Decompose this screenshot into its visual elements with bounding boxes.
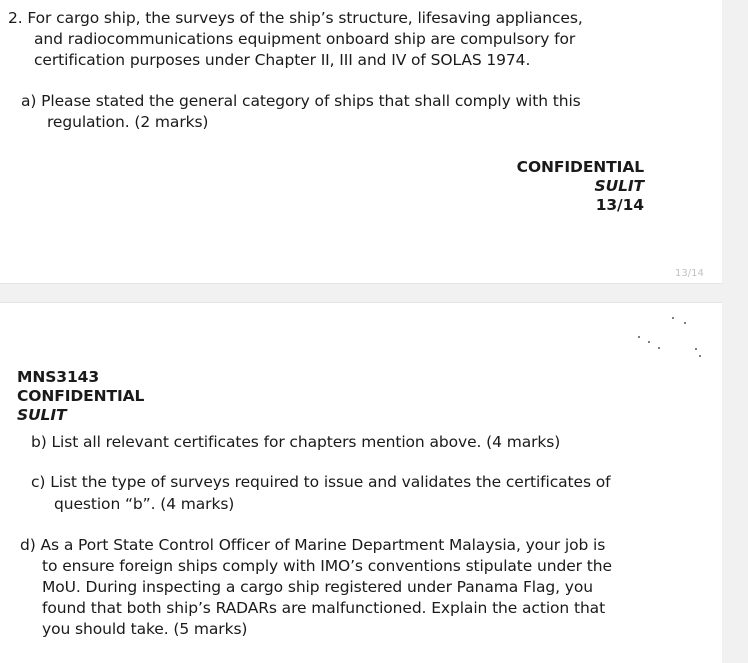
footer-confidential: CONFIDENTIAL — [516, 158, 644, 176]
question-d-line-5: you should take. (5 marks) — [42, 620, 248, 638]
scan-mark — [672, 317, 674, 319]
question-d-line-3: MoU. During inspecting a cargo ship registered under Panama Flag, you — [42, 578, 593, 596]
document-page-13 — [0, 0, 722, 284]
header-sulit: SULIT — [17, 406, 67, 424]
scan-mark — [648, 341, 650, 343]
page-indicator: 13/14 — [675, 268, 704, 279]
scan-mark — [638, 336, 640, 338]
question-d-line-1: d) As a Port State Control Officer of Marine Department Malaysia, your job is — [20, 536, 606, 554]
question-b-line-1: b) List all relevant certificates for chapters mention above. (4 marks) — [31, 433, 561, 451]
question-2-line-1: 2. For cargo ship, the surveys of the ship’s structure, lifesaving appliances, — [8, 9, 583, 27]
scan-mark — [658, 347, 660, 349]
header-confidential: CONFIDENTIAL — [17, 387, 145, 405]
scan-mark — [684, 322, 686, 324]
question-d-line-4: found that both ship’s RADARs are malfunctioned. Explain the action that — [42, 599, 606, 617]
question-2-line-3: certification purposes under Chapter II, III and IV of SOLAS 1974. — [34, 51, 531, 69]
scan-mark — [695, 348, 697, 350]
question-c-line-1: c) List the type of surveys required to issue and validates the certificates of — [31, 473, 611, 491]
document-page-14 — [0, 302, 722, 663]
question-2-line-2: and radiocommunications equipment onboard ship are compulsory for — [34, 30, 576, 48]
question-d-line-2: to ensure foreign ships comply with IMO’s conventions stipulate under the — [42, 557, 612, 575]
footer-sulit: SULIT — [594, 177, 644, 195]
course-code: MNS3143 — [17, 368, 99, 386]
question-a-line-1: a) Please stated the general category of ships that shall comply with this — [21, 92, 581, 110]
question-a-line-2: regulation. (2 marks) — [47, 113, 209, 131]
question-c-line-2: question “b”. (4 marks) — [54, 495, 235, 513]
footer-page-number: 13/14 — [595, 196, 644, 214]
scan-mark — [699, 355, 701, 357]
